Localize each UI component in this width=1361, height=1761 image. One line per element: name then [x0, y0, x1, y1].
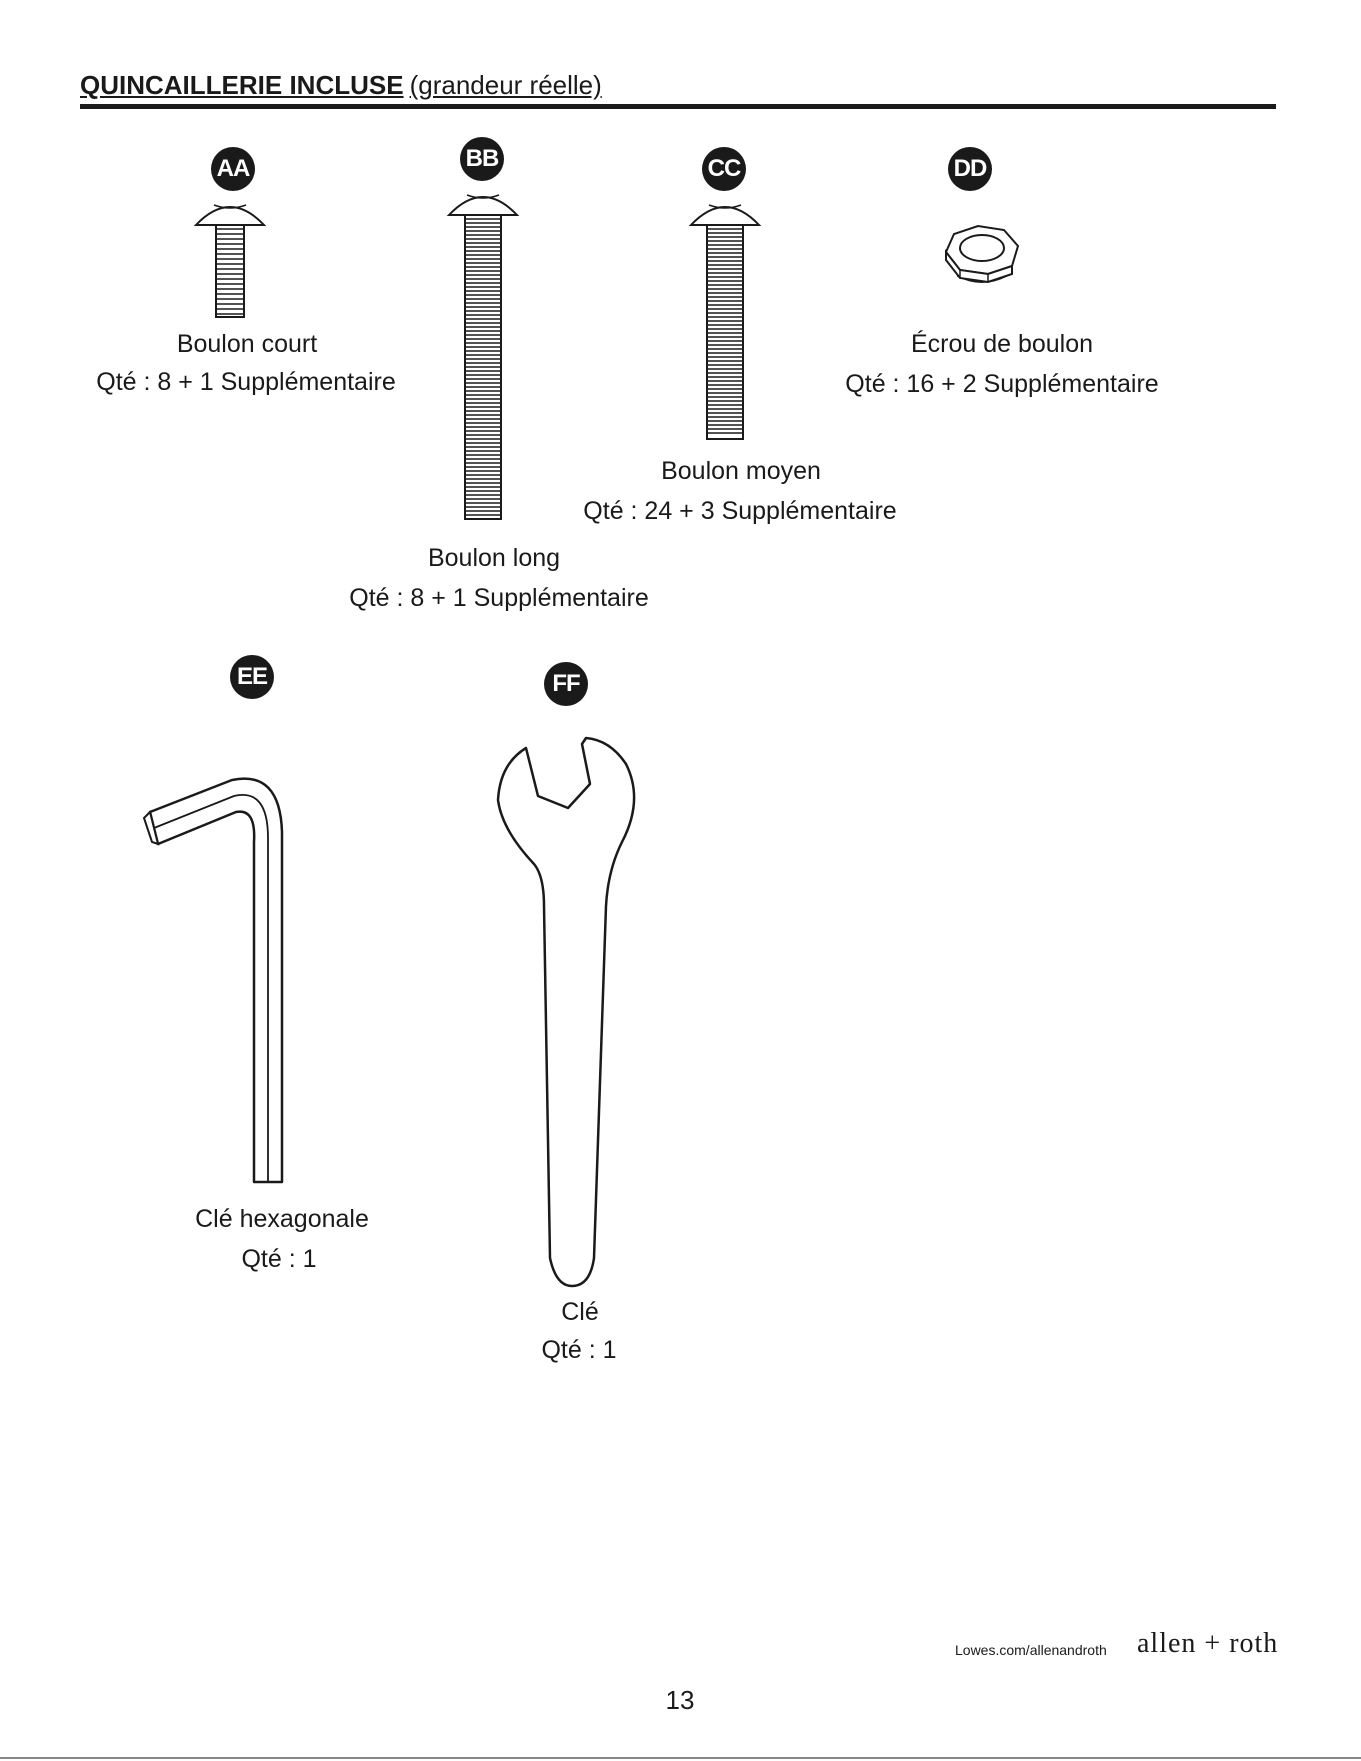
medium-bolt-icon	[685, 195, 765, 445]
footer-url: Lowes.com/allenandroth	[955, 1642, 1107, 1658]
part-qty-ff: Qté : 1	[541, 1336, 617, 1364]
brand-logo: allen + roth	[1137, 1628, 1279, 1659]
page-number: 13	[665, 1685, 695, 1715]
long-bolt-icon	[443, 185, 523, 525]
wrench-icon	[490, 730, 650, 1290]
part-name-dd: Écrou de boulon	[910, 330, 1094, 358]
part-badge-ee: EE	[230, 655, 274, 699]
part-name-bb: Boulon long	[427, 544, 561, 572]
short-bolt-icon	[190, 195, 270, 320]
part-qty-bb: Qté : 8 + 1 Supplémentaire	[349, 584, 649, 612]
section-title: QUINCAILLERIE INCLUSE	[80, 70, 404, 100]
part-badge-cc: CC	[702, 147, 746, 191]
hex-nut-icon	[940, 220, 1024, 290]
part-name-cc: Boulon moyen	[661, 457, 821, 485]
bottom-rule	[0, 1757, 1361, 1759]
part-badge-bb: BB	[460, 137, 504, 181]
section-header	[80, 70, 1276, 109]
part-badge-aa: AA	[211, 147, 255, 191]
part-name-ff: Clé	[561, 1298, 599, 1326]
part-qty-cc: Qté : 24 + 3 Supplémentaire	[583, 497, 897, 525]
part-badge-ff: FF	[544, 662, 588, 706]
part-qty-ee: Qté : 1	[241, 1245, 317, 1273]
part-name-aa: Boulon court	[176, 330, 318, 358]
part-qty-aa: Qté : 8 + 1 Supplémentaire	[96, 368, 396, 396]
hex-key-icon	[140, 760, 300, 1190]
part-qty-dd: Qté : 16 + 2 Supplémentaire	[845, 370, 1159, 398]
part-badge-dd: DD	[948, 147, 992, 191]
section-subtitle: (grandeur réelle)	[409, 70, 602, 100]
part-name-ee: Clé hexagonale	[195, 1205, 369, 1233]
